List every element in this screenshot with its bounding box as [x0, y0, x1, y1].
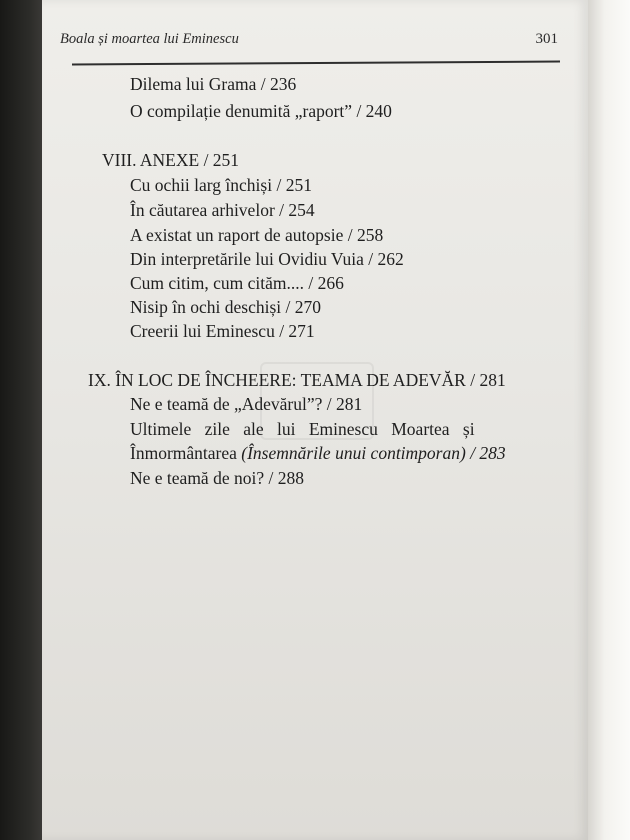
toc-entry: Cu ochii larg închiși / 251 [130, 175, 312, 195]
toc-entry: Ne e teamă de „Adevărul”? / 281 [130, 394, 363, 414]
page-number: 301 [535, 31, 558, 47]
toc-entry: A existat un raport de autopsie / 258 [130, 225, 384, 245]
toc-entry: O compilație denumită „raport” / 240 [130, 101, 392, 121]
toc-entry: Creerii lui Eminescu / 271 [130, 321, 315, 341]
book-spine-shadow [0, 0, 42, 840]
toc-entry: Dilema lui Grama / 236 [130, 74, 297, 94]
toc-entry-text: Înmormântarea [130, 443, 242, 463]
toc-entry: Din interpretările lui Ovidiu Vuia / 262 [130, 249, 404, 269]
toc-section-heading: IX. ÎN LOC DE ÎNCHEERE: TEAMA DE ADEVĂR / 281 [88, 370, 506, 390]
toc-section-heading: VIII. ANEXE / 251 [102, 150, 240, 170]
page-edge [588, 0, 630, 840]
toc-entry-line [130, 443, 506, 464]
running-title: Boala și moartea lui Eminescu [60, 31, 239, 47]
toc-entry: Cum citim, cum cităm.... / 266 [130, 273, 344, 293]
toc-entry: În căutarea arhivelor / 254 [130, 200, 315, 220]
toc-entry-italic-text: (Însemnările unui contimporan) / 283 [241, 443, 506, 463]
toc-entry: Nisip în ochi deschiși / 270 [130, 297, 322, 317]
toc-entry: Ne e teamă de noi? / 288 [130, 468, 304, 488]
toc-entry-line: Ultimele zile ale lui Eminescu Moartea și [130, 419, 475, 439]
header-rule [72, 61, 560, 66]
book-page [42, 0, 588, 840]
running-head [60, 31, 558, 48]
